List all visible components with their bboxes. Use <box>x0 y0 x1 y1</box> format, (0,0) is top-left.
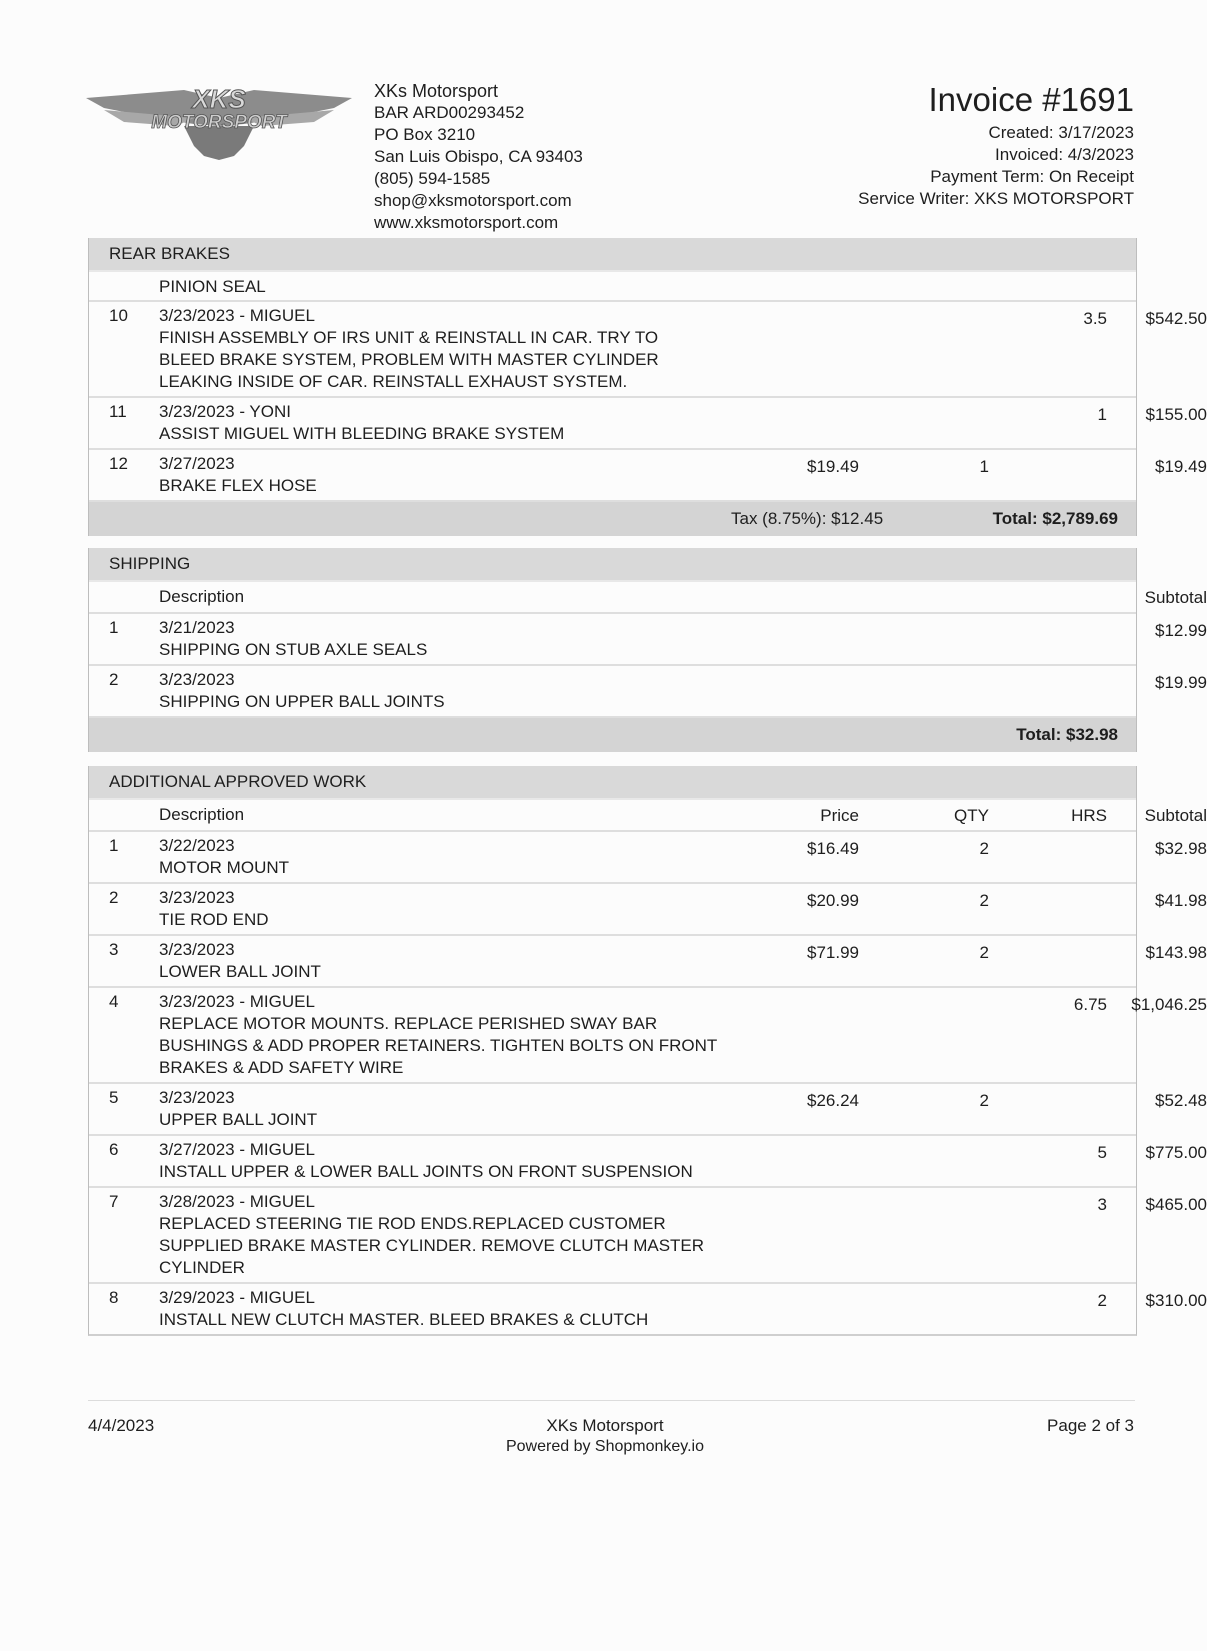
row-price: $71.99 <box>807 943 859 962</box>
row-subtotal: $542.50 <box>1145 309 1207 328</box>
shop-po-box: PO Box 3210 <box>374 125 476 144</box>
table-row <box>89 1188 1207 1284</box>
logo-text-xks: XKS <box>192 84 246 114</box>
row-hours: 5 <box>1097 1143 1107 1162</box>
table-header <box>89 800 1207 832</box>
shop-name: XKs Motorsport <box>374 81 499 101</box>
footer-page-number: Page 2 of 3 <box>1047 1416 1134 1435</box>
row-number: 1 <box>109 836 119 855</box>
row-subtotal: $775.00 <box>1145 1143 1207 1162</box>
invoice-payment-term: Payment Term: On Receipt <box>930 167 1134 186</box>
table-row <box>89 614 1207 666</box>
table-row <box>89 302 1207 398</box>
row-subtotal: $19.49 <box>1155 457 1207 476</box>
row-price: $26.24 <box>807 1091 859 1110</box>
row-number: 7 <box>109 1192 119 1211</box>
row-description: 3/27/2023 BRAKE FLEX HOSE <box>159 454 317 495</box>
row-number: 11 <box>109 402 127 421</box>
section-total: Total: $2,789.69 <box>992 509 1118 528</box>
table-row <box>89 1284 1207 1334</box>
table-row <box>89 450 1207 502</box>
shop-email: shop@xksmotorsport.com <box>374 191 572 210</box>
row-hours: 6.75 <box>1073 995 1107 1014</box>
row-description: 3/29/2023 - MIGUEL INSTALL NEW CLUTCH MASTER. BLEED BRAKES & CLUTCH <box>159 1288 649 1329</box>
row-description: 3/28/2023 - MIGUEL REPLACED STEERING TIE ROD ENDS.REPLACED CUSTOMER SUPPLIED BRAKE MASTER CYLINDER. REMOVE CLUTCH MASTER CYLINDER <box>159 1192 705 1277</box>
row-number: 6 <box>109 1140 119 1159</box>
row-number: 3 <box>109 940 119 959</box>
row-description: 3/21/2023 SHIPPING ON STUB AXLE SEALS <box>159 618 428 659</box>
row-price: $19.49 <box>807 457 859 476</box>
row-number: 2 <box>109 888 119 907</box>
row-qty: 2 <box>979 943 989 962</box>
section-additional-work <box>88 766 1207 1336</box>
logo-text-motorsport: MOTORSPORT <box>151 112 287 133</box>
row-hours: 1 <box>1097 405 1107 424</box>
shop-bar-number: BAR ARD00293452 <box>374 103 525 122</box>
row-hours: 3.5 <box>1083 309 1107 328</box>
footer-company: XKs Motorsport <box>546 1416 664 1435</box>
row-qty: 1 <box>979 457 989 476</box>
footer-powered-by: Powered by Shopmonkey.io <box>505 1438 705 1455</box>
row-qty: 2 <box>979 891 989 910</box>
row-number: 1 <box>109 618 119 637</box>
column-header-subtotal: Subtotal <box>1144 588 1207 607</box>
shop-phone: (805) 594-1585 <box>374 169 491 188</box>
row-number: 5 <box>109 1088 119 1107</box>
column-header-subtotal: Subtotal <box>1144 806 1207 825</box>
table-row <box>89 884 1207 936</box>
footer-divider <box>88 1400 1135 1401</box>
section-shipping <box>88 548 1207 752</box>
row-subtotal: $12.99 <box>1155 621 1207 640</box>
invoice-invoiced: Invoiced: 4/3/2023 <box>995 145 1134 164</box>
row-qty: 2 <box>979 1091 989 1110</box>
row-price: $16.49 <box>807 839 859 858</box>
tax-amount: Tax (8.75%): $12.45 <box>731 509 884 528</box>
row-price: $20.99 <box>807 891 859 910</box>
row-description: 3/23/2023 - MIGUEL FINISH ASSEMBLY OF IRS UNIT & REINSTALL IN CAR. TRY TO BLEED BRAKE SYSTEM, PROBLEM WITH MASTER CYLINDER LEAKING INSIDE OF CAR. REINSTALL EXHAUST SYSTEM. <box>159 306 659 391</box>
row-description: PINION SEAL <box>159 277 266 296</box>
row-number: 4 <box>109 992 119 1011</box>
section-title: REAR BRAKES <box>89 238 1136 272</box>
column-header-description: Description <box>159 805 245 824</box>
row-subtotal: $41.98 <box>1155 891 1207 910</box>
row-subtotal: $465.00 <box>1145 1195 1207 1214</box>
row-description: 3/23/2023 - YONI ASSIST MIGUEL WITH BLEEDING BRAKE SYSTEM <box>159 402 565 443</box>
footer-date: 4/4/2023 <box>88 1416 155 1435</box>
row-description: 3/23/2023 - MIGUEL REPLACE MOTOR MOUNTS. REPLACE PERISHED SWAY BAR BUSHINGS & ADD PROPER RETAINERS. TIGHTEN BOLTS ON FRONT BRAKES & ADD SAFETY WIRE <box>159 992 718 1077</box>
row-description: 3/22/2023 MOTOR MOUNT <box>159 836 290 877</box>
row-description: 3/23/2023 TIE ROD END <box>159 888 269 929</box>
invoice-number: Invoice #1691 <box>928 81 1134 118</box>
row-description: 3/23/2023 LOWER BALL JOINT <box>159 940 321 981</box>
footer-center <box>430 1415 780 1457</box>
shop-city: San Luis Obispo, CA 93403 <box>374 147 583 166</box>
section-footer <box>89 718 1136 752</box>
table-row <box>89 988 1207 1084</box>
row-number: 2 <box>109 670 119 689</box>
column-header-hrs: HRS <box>1071 806 1107 825</box>
table-row <box>89 398 1207 450</box>
company-logo <box>84 84 354 170</box>
row-description: 3/27/2023 - MIGUEL INSTALL UPPER & LOWER BALL JOINTS ON FRONT SUSPENSION <box>159 1140 693 1181</box>
row-description: 3/23/2023 SHIPPING ON UPPER BALL JOINTS <box>159 670 445 711</box>
section-title: SHIPPING <box>89 548 1136 582</box>
table-row <box>89 1136 1207 1188</box>
invoice-service-writer: Service Writer: XKS MOTORSPORT <box>858 189 1134 208</box>
row-subtotal: $19.99 <box>1155 673 1207 692</box>
row-qty: 2 <box>979 839 989 858</box>
row-hours: 2 <box>1097 1291 1107 1310</box>
row-subtotal: $143.98 <box>1145 943 1207 962</box>
row-number: 10 <box>109 306 128 325</box>
row-subtotal: $155.00 <box>1145 405 1207 424</box>
section-total: Total: $32.98 <box>1016 725 1118 744</box>
table-row <box>89 1084 1207 1136</box>
table-row <box>89 272 1136 302</box>
column-header-price: Price <box>820 806 859 825</box>
section-title: ADDITIONAL APPROVED WORK <box>89 766 1136 800</box>
row-number: 8 <box>109 1288 119 1307</box>
invoice-meta <box>858 80 1134 210</box>
shop-website: www.xksmotorsport.com <box>374 213 559 232</box>
row-subtotal: $52.48 <box>1155 1091 1207 1110</box>
shop-info <box>374 80 583 234</box>
table-row <box>89 936 1207 988</box>
column-header-description: Description <box>159 587 245 606</box>
column-header-qty: QTY <box>954 806 989 825</box>
section-rear-brakes <box>88 238 1207 536</box>
section-footer <box>89 502 1136 536</box>
row-subtotal: $310.00 <box>1145 1291 1207 1310</box>
row-description: 3/23/2023 UPPER BALL JOINT <box>159 1088 318 1129</box>
row-subtotal: $1,046.25 <box>1131 995 1207 1014</box>
invoice-created: Created: 3/17/2023 <box>988 123 1134 142</box>
table-row <box>89 832 1207 884</box>
table-header <box>89 582 1207 614</box>
row-subtotal: $32.98 <box>1155 839 1207 858</box>
row-number: 12 <box>109 454 128 473</box>
table-row <box>89 666 1207 718</box>
row-hours: 3 <box>1097 1195 1107 1214</box>
